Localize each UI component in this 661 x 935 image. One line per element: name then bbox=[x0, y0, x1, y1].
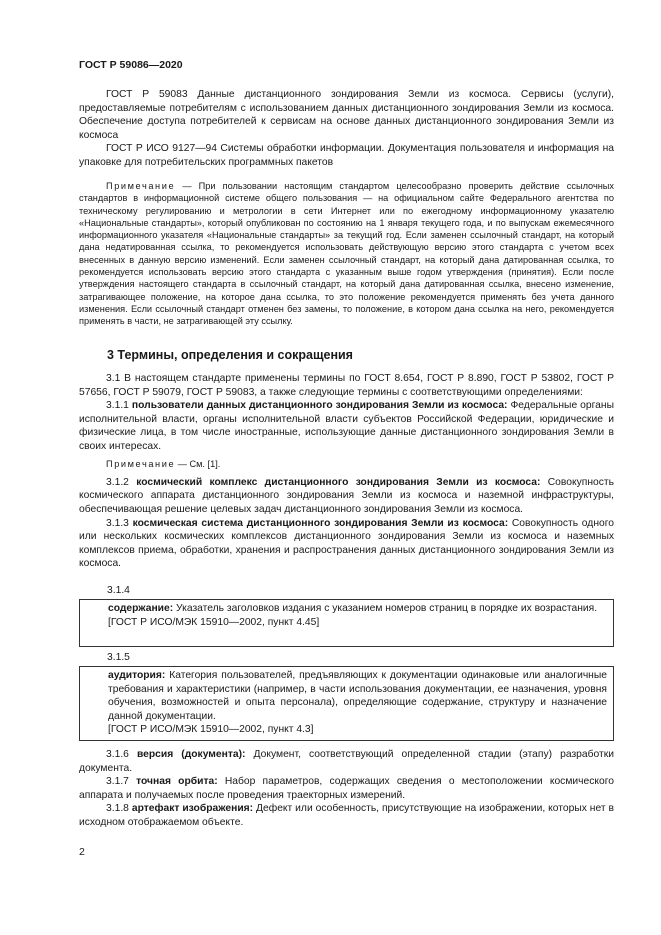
term-number: 3.1.2 bbox=[106, 476, 129, 488]
term-box-3-1-4 bbox=[79, 599, 614, 647]
term-definition: Категория пользователей, предъявляющих к документации одинаковые или аналогичные требования и характеристики (например, в части использования документации, ее назначения, уровня обучения, возможностей и опыта персонала), определяющие содержание, структуру и назначение данной документации. bbox=[108, 670, 607, 722]
term-definition: Совокупность одного или нескольких космических комплексов дистанционного зондирования Земли из космоса и наземных комплексов приема, обработки, хранения и распространения данных дистанционного зондирования Земли из космоса. bbox=[79, 517, 614, 570]
term-source: [ГОСТ Р ИСО/МЭК 15910—2002, пункт 4.45] bbox=[108, 616, 320, 628]
term-definition: Совокупность космического аппарата дистанционного зондирования Земли из космоса и наземной инфраструктуры, обеспечивающая решение целевых задач дистанционного зондирования Земли из космоса. bbox=[79, 476, 614, 516]
term-number: 3.1.1 bbox=[106, 400, 129, 412]
term-number: 3.1.4 bbox=[107, 585, 130, 596]
intro-paragraph: 3.1 В настоящем стандарте применены термины по ГОСТ 8.654, ГОСТ Р 8.890, ГОСТ Р 53802, ГОСТ Р 57656, ГОСТ Р 59079, ГОСТ Р 59083, а также следующие термины с соответствующими определениями: bbox=[79, 373, 614, 398]
page-number: 2 bbox=[79, 846, 85, 858]
term-number: 3.1.6 bbox=[106, 749, 129, 760]
term-name: аудитория: bbox=[108, 670, 166, 681]
term-name: пользователи данных дистанционного зондирования Земли из космоса: bbox=[131, 400, 508, 412]
term-3-1-8 bbox=[79, 802, 614, 829]
term-name: космический комплекс дистанционного зондирования Земли из космоса: bbox=[136, 476, 541, 488]
term-definition: Дефект или особенность, присутствующие на изображении, которых нет в исходном отображаемом объекте. bbox=[79, 803, 614, 828]
reference-item: ГОСТ Р 59083 Данные дистанционного зондирования Земли из космоса. Сервисы (услуги), предоставляемые потребителям с использованием данных дистанционного зондирования Земли из космоса. Обеспечение доступа потребителей к сервисам на основе данных дистанционного зондирования Земли из космоса bbox=[79, 89, 614, 141]
term-3-1-1 bbox=[79, 399, 614, 453]
term-definition: Набор параметров, содержащих сведения о местоположении космического аппарата и получаемых после проведения траекторных измерений. bbox=[79, 776, 614, 801]
term-box-3-1-5 bbox=[79, 666, 614, 741]
term-3-1-5 bbox=[108, 669, 607, 723]
terms-block-1 bbox=[79, 372, 614, 571]
note-block bbox=[79, 180, 614, 328]
term-source: [ГОСТ Р ИСО/МЭК 15910—2002, пункт 4.3] bbox=[108, 724, 314, 736]
term-name: точная орбита: bbox=[136, 776, 218, 788]
term-definition: Указатель заголовков издания с указанием номеров страниц в порядке их возрастания. bbox=[173, 603, 598, 614]
section-title: 3 Термины, определения и сокращения bbox=[107, 348, 353, 362]
term-number: 3.1.5 bbox=[107, 652, 130, 663]
document-header: ГОСТ Р 59086—2020 bbox=[79, 59, 183, 71]
note-paragraph bbox=[79, 458, 614, 470]
term-name: содержание: bbox=[108, 603, 174, 614]
term-3-1-2 bbox=[79, 476, 614, 517]
terms-block-2 bbox=[79, 748, 614, 830]
term-definition: Документ, соответствующий определенной стадии (этапу) разработки документа. bbox=[79, 749, 614, 774]
term-number: 3.1.8 bbox=[106, 803, 129, 815]
term-3-1-3 bbox=[79, 517, 614, 571]
note-label: Примечание bbox=[106, 458, 176, 469]
term-3-1-7 bbox=[79, 775, 614, 802]
term-3-1-4 bbox=[108, 602, 607, 616]
note-text: — См. [1]. bbox=[175, 458, 221, 469]
references-block bbox=[79, 88, 614, 170]
term-number: 3.1.3 bbox=[106, 517, 129, 529]
term-3-1-6 bbox=[79, 748, 614, 775]
term-name: космическая система дистанционного зондирования Земли из космоса: bbox=[132, 517, 509, 529]
note-paragraph bbox=[79, 180, 614, 328]
term-name: артефакт изображения: bbox=[131, 803, 254, 815]
term-number: 3.1.7 bbox=[106, 776, 129, 788]
reference-item: ГОСТ Р ИСО 9127—94 Системы обработки информации. Документация пользователя и информация на упаковке для потребительских программных пакетов bbox=[79, 143, 614, 168]
note-label: Примечание bbox=[106, 181, 176, 191]
note-text: — При пользовании настоящим стандартом целесообразно проверить действие ссылочных стандартов в информационной системе общего пользования — на официальном сайте Федерального агентства по техническому регулированию и метрологии в сети Интернет или по ежегодному информационному указателю «Национальные стандарты», который опубликован по состоянию на 1 января текущего года, и по выпускам ежемесячного информационного указателя «Национальные стандарты» за текущий год. Если заменен ссылочный стандарт, на который дана недатированная ссылка, то рекомендуется использовать действующую версию этого стандарта с учетом всех внесенных в данную версию изменений. Если заменен ссылочный стандарт, на который дана датированная ссылка, то рекомендуется использовать версию этого стандарта с указанным выше годом утверждения (принятия). Если после утверждения настоящего стандарта в ссылочный стандарт, на который дана датированная ссылка, внесено изменение, затрагивающее положение, на которое дана ссылка, то это положение рекомендуется применять без учета данного изменения. Если ссылочный стандарт отменен без замены, то положение, в котором дана ссылка на него, рекомендуется применять в части, не затрагивающей эту ссылку. bbox=[79, 181, 614, 327]
term-name: версия (документа): bbox=[136, 749, 246, 760]
term-definition: Федеральные органы исполнительной власти, органы исполнительной власти субъектов Российской Федерации, юридические и физические лица, в том числе иностранные, использующие данные дистанционного зондирования Земли в своих интересах. bbox=[79, 400, 614, 452]
